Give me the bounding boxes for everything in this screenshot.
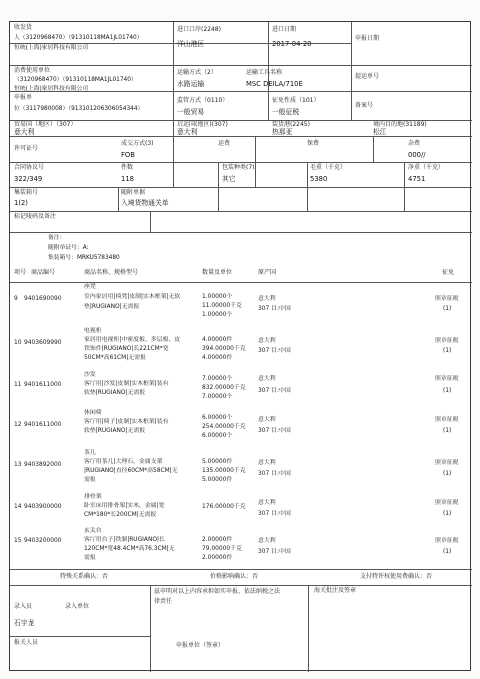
rule bbox=[373, 136, 374, 162]
customs-declaration-form bbox=[9, 21, 471, 671]
package-type-label: 包装种类(7) bbox=[222, 164, 255, 171]
goods-levy-code: (1) bbox=[443, 549, 452, 555]
rule bbox=[10, 232, 472, 233]
goods-levy: 照章征税 bbox=[435, 538, 459, 544]
goods-item-no: 12 bbox=[14, 422, 22, 428]
goods-spec-cont: |RUGIANO|直径60CM*高58CM|无 bbox=[84, 468, 178, 474]
deal-mode-value: FOB bbox=[121, 151, 135, 159]
attached-docs-value: 入境货物通关单 bbox=[121, 199, 169, 207]
goods-origin: 意大利 bbox=[258, 500, 276, 506]
consignee-name: 恒统(上海)家居科技有限公司 bbox=[14, 45, 89, 51]
goods-qty2: 394.00000千克 bbox=[202, 346, 246, 352]
goods-origin-dest: 307 目:中国 bbox=[258, 306, 291, 312]
goods-qty1: 5.00000件 bbox=[202, 459, 233, 465]
entry-person-value: 石宇龙 bbox=[14, 619, 35, 627]
import-date-label: 进口日期 bbox=[272, 26, 297, 33]
goods-spec: 客厅用台子|铁制|RUGIANO|长 bbox=[84, 537, 165, 543]
declarant-label: 申报单 bbox=[14, 94, 33, 101]
goods-spec-cont: 软垫|RUGIANO|无需报 bbox=[84, 428, 146, 434]
goods-spec-cont2: 需报 bbox=[84, 555, 96, 561]
goods-origin: 意大利 bbox=[258, 296, 276, 302]
goods-qty3: 5.00000件 bbox=[202, 477, 233, 483]
rule bbox=[351, 22, 352, 120]
goods-levy: 照章征税 bbox=[435, 417, 459, 423]
goods-item-no: 11 bbox=[14, 382, 22, 388]
cert-no-text: 随附单证号：A: bbox=[48, 245, 89, 251]
goods-origin-dest: 307 目:中国 bbox=[258, 348, 291, 354]
contract-label: 合同协议号 bbox=[14, 164, 45, 171]
goods-item-no: 14 bbox=[14, 504, 22, 510]
trade-country-label: 贸易国（地区）（307） bbox=[14, 121, 77, 128]
net-weight-value: 4751 bbox=[408, 175, 426, 183]
col-code: 商品编号 bbox=[31, 269, 56, 276]
goods-name: 电视柜 bbox=[84, 328, 102, 334]
consignee-label: 收发货 bbox=[14, 24, 33, 31]
goods-code: 9403609990 bbox=[24, 340, 62, 346]
goods-spec: 客厅用茶几|大理石，金属支架 bbox=[84, 459, 163, 465]
rule bbox=[173, 22, 174, 187]
insurance-label: 保费 bbox=[307, 140, 320, 147]
consignee-codes: 人（3120968470）（91310118MA1JL01740） bbox=[14, 35, 143, 41]
misc-value: 000// bbox=[408, 151, 426, 159]
goods-code: 9403200000 bbox=[24, 538, 62, 544]
goods-code: 9401611000 bbox=[24, 422, 62, 428]
freight-label: 运费 bbox=[218, 140, 231, 147]
goods-qty2: 11.00000千克 bbox=[202, 303, 242, 309]
goods-code: 9401611000 bbox=[24, 382, 62, 388]
contract-value: 322/349 bbox=[14, 175, 43, 183]
marks-label: 标记唛码及备注 bbox=[14, 213, 57, 220]
goods-levy: 照章征税 bbox=[435, 338, 459, 344]
transport-mode-label: 运输方式（2） bbox=[177, 69, 217, 76]
rule bbox=[404, 162, 405, 187]
packages-label: 件数 bbox=[121, 164, 134, 171]
goods-name: 休闲椅 bbox=[84, 410, 102, 416]
goods-row bbox=[10, 372, 472, 410]
goods-levy-code: (1) bbox=[443, 388, 452, 394]
goods-origin: 意大利 bbox=[258, 376, 276, 382]
goods-origin-dest: 307 目:中国 bbox=[258, 471, 291, 477]
rule bbox=[307, 162, 308, 187]
supervision-label: 监管方式（0110） bbox=[177, 97, 229, 104]
goods-name: 沙发 bbox=[84, 372, 96, 378]
goods-spec: 家居用电视柜|中密度板、多层板、皮 bbox=[84, 337, 181, 343]
goods-spec-cont: 软垫|RUGIANO|无需报 bbox=[84, 390, 146, 396]
goods-qty2: 832.00000千克 bbox=[202, 385, 246, 391]
rule bbox=[150, 211, 151, 232]
rule bbox=[10, 65, 472, 66]
goods-spec-cont: 垫|RUGIANO|无需报 bbox=[84, 304, 140, 310]
gross-weight-value: 5380 bbox=[310, 175, 328, 183]
customs-note-label: 海关批注及签章 bbox=[314, 587, 357, 594]
goods-levy: 照章征税 bbox=[435, 296, 459, 302]
vessel-value: MSC DEILA/710E bbox=[246, 80, 303, 88]
dest-port-label: 境内目的地(31189) bbox=[373, 121, 427, 128]
col-item-no: 项号 bbox=[14, 269, 27, 276]
price-impact-flag: 价格影响确认：否 bbox=[210, 573, 259, 580]
entry-port-value: 洋山港区 bbox=[177, 40, 205, 48]
goods-spec: 卧室床用排骨架|实木，金属|宽 bbox=[84, 503, 165, 509]
port-loading-label: 装货港(2245) bbox=[272, 121, 310, 128]
goods-qty3: 7.00000个 bbox=[202, 394, 233, 400]
goods-item-no: 10 bbox=[14, 340, 22, 346]
container-no-label: 集装箱号 bbox=[14, 189, 39, 196]
declare-date-label: 申报日期 bbox=[355, 35, 380, 42]
levy-nature-label: 征免性质（101） bbox=[272, 97, 320, 104]
goods-qty2: 254.00000千克 bbox=[202, 424, 246, 430]
rule bbox=[10, 282, 472, 283]
goods-origin-dest: 307 目:中国 bbox=[258, 511, 291, 517]
goods-spec-cont: 120CM*宽48.4CM*高76.3CM|无 bbox=[84, 546, 175, 552]
goods-name: 玄关台 bbox=[84, 528, 102, 534]
goods-spec-cont: 铁饰件|RUGIANO|长221CM*宽 bbox=[84, 346, 169, 352]
goods-code: 9403892000 bbox=[24, 462, 62, 468]
goods-qty2: 79.00000千克 bbox=[202, 546, 242, 552]
rule bbox=[10, 569, 472, 570]
goods-name: 座凳 bbox=[84, 284, 96, 290]
declaration-statement-cont: 律责任 bbox=[154, 598, 173, 605]
consumer-label: 消费使用单位 bbox=[14, 67, 51, 74]
goods-code: 9401690090 bbox=[24, 296, 62, 302]
goods-levy-code: (1) bbox=[443, 306, 452, 312]
origin-country-value: 意大利 bbox=[177, 128, 198, 136]
goods-name: 茶几 bbox=[84, 450, 96, 456]
rule bbox=[218, 162, 219, 187]
goods-origin: 意大利 bbox=[258, 538, 276, 544]
goods-qty1: 1.00000个 bbox=[202, 294, 233, 300]
transport-mode-value: 水路运输 bbox=[177, 80, 205, 88]
goods-spec-cont2: 需报 bbox=[84, 477, 96, 483]
goods-levy: 照章征税 bbox=[435, 460, 459, 466]
goods-qty3: 4.00000件 bbox=[202, 355, 233, 361]
dest-port-value: 松江 bbox=[373, 128, 387, 136]
record-no-label: 备案号 bbox=[355, 102, 374, 109]
consumer-name: 恒统(上海)家居科技有限公司 bbox=[14, 86, 89, 92]
declaration-statement: 兹申明对以上内容承担如实申报、依法纳税之法 bbox=[154, 588, 281, 595]
supervision-value: 一般贸易 bbox=[177, 108, 205, 116]
goods-item-no: 9 bbox=[14, 296, 18, 302]
goods-origin: 意大利 bbox=[258, 460, 276, 466]
deal-mode-label: 成交方式(3) bbox=[121, 140, 154, 147]
goods-levy-code: (1) bbox=[443, 348, 452, 354]
goods-name: 排骨架 bbox=[84, 494, 102, 500]
col-qty-unit: 数量及单位 bbox=[202, 269, 233, 276]
goods-qty1: 176.00000千克 bbox=[202, 504, 246, 510]
misc-label: 杂费 bbox=[408, 140, 421, 147]
goods-qty1: 6.00000个 bbox=[202, 415, 233, 421]
col-origin: 原产国 bbox=[258, 269, 277, 276]
rule bbox=[10, 162, 472, 163]
goods-qty2: 135.00000千克 bbox=[202, 468, 246, 474]
declarant-codes: 位（3117980008）（913101206306054344） bbox=[14, 106, 144, 112]
goods-origin-dest: 307 目:中国 bbox=[258, 549, 291, 555]
goods-row bbox=[10, 328, 472, 372]
rule bbox=[150, 585, 151, 672]
declarant-person-label: 报关人员 bbox=[14, 639, 39, 646]
goods-item-no: 15 bbox=[14, 538, 22, 544]
rule bbox=[307, 187, 308, 211]
goods-row bbox=[10, 494, 472, 528]
vessel-label: 运输工具名称 bbox=[246, 69, 283, 76]
goods-spec-cont2: 50CM*高61CM|无需报 bbox=[84, 355, 146, 361]
packages-value: 118 bbox=[121, 175, 134, 183]
rule bbox=[308, 585, 309, 672]
rule bbox=[255, 136, 256, 187]
goods-levy-code: (1) bbox=[443, 471, 452, 477]
goods-qty1: 2.00000件 bbox=[202, 537, 233, 543]
declarant-unit-label: 申报单位（签章） bbox=[176, 642, 225, 649]
goods-origin: 意大利 bbox=[258, 338, 276, 344]
rule bbox=[10, 636, 150, 637]
rule bbox=[10, 211, 472, 212]
entry-port-label: 进口口岸(2248) bbox=[177, 26, 221, 33]
rule bbox=[10, 136, 472, 137]
col-name-spec: 商品名称、规格型号 bbox=[84, 269, 139, 276]
goods-row bbox=[10, 528, 472, 568]
royalty-flag: 支付特许权使用费确认：否 bbox=[360, 573, 433, 580]
goods-row bbox=[10, 410, 472, 450]
goods-origin: 意大利 bbox=[258, 417, 276, 423]
goods-qty1: 7.00000个 bbox=[202, 376, 233, 382]
entry-unit-label: 录入单位 bbox=[65, 603, 90, 610]
trade-country-value: 意大利 bbox=[14, 128, 35, 136]
bill-no-label: 提运单号 bbox=[355, 73, 380, 80]
goods-levy-code: (1) bbox=[443, 428, 452, 434]
import-date-value: 2017-04-20 bbox=[272, 40, 312, 48]
package-type-value: 其它 bbox=[222, 175, 236, 183]
consumer-codes: （3120968470）（91310118MA1JL01740） bbox=[14, 77, 137, 83]
entry-person-label: 录入员 bbox=[14, 603, 33, 610]
goods-qty3: 2.00000件 bbox=[202, 555, 233, 561]
rule bbox=[118, 187, 119, 211]
goods-levy-code: (1) bbox=[443, 511, 452, 517]
special-relation-flag: 特殊关系确认：否 bbox=[60, 573, 109, 580]
goods-levy: 照章征税 bbox=[435, 500, 459, 506]
goods-qty3: 1.00000个 bbox=[202, 312, 233, 318]
rule bbox=[10, 187, 472, 188]
origin-country-label: 启运国(地区)(307) bbox=[177, 121, 228, 128]
goods-spec-cont: CM*180*长200CM|无需报 bbox=[84, 512, 157, 518]
license-label: 许可证号 bbox=[14, 145, 39, 152]
container-remark-text: 集装箱号：MRKU5783480 bbox=[48, 255, 120, 261]
goods-spec: 客厅用|沙发|皮制|实木框架|装有 bbox=[84, 381, 169, 387]
net-weight-label: 净重（千克） bbox=[408, 164, 445, 171]
goods-code: 9403900000 bbox=[24, 504, 62, 510]
port-loading-value: 热那亚 bbox=[272, 128, 293, 136]
goods-levy: 照章征税 bbox=[435, 376, 459, 382]
goods-qty3: 6.00000个 bbox=[202, 433, 233, 439]
levy-nature-value: 一般征税 bbox=[272, 108, 300, 116]
rule bbox=[10, 585, 472, 586]
goods-origin-dest: 307 目:中国 bbox=[258, 388, 291, 394]
remark-text: 备注： bbox=[48, 235, 66, 241]
container-no-value: 1(2) bbox=[14, 199, 28, 207]
gross-weight-label: 毛重（千克） bbox=[310, 164, 347, 171]
rule bbox=[404, 187, 405, 211]
goods-row bbox=[10, 450, 472, 494]
goods-origin-dest: 307 目:中国 bbox=[258, 428, 291, 434]
goods-spec: 室内家居用|椅凳|皮制|实木框架|无软 bbox=[84, 294, 181, 300]
goods-item-no: 13 bbox=[14, 462, 22, 468]
rule bbox=[218, 187, 219, 211]
attached-docs-label: 随附单据 bbox=[121, 189, 146, 196]
goods-row bbox=[10, 284, 472, 328]
goods-spec: 客厅用|椅子|皮制|实木框架|装有 bbox=[84, 419, 169, 425]
goods-qty1: 4.00000件 bbox=[202, 337, 233, 343]
col-levy: 征免 bbox=[442, 269, 455, 276]
